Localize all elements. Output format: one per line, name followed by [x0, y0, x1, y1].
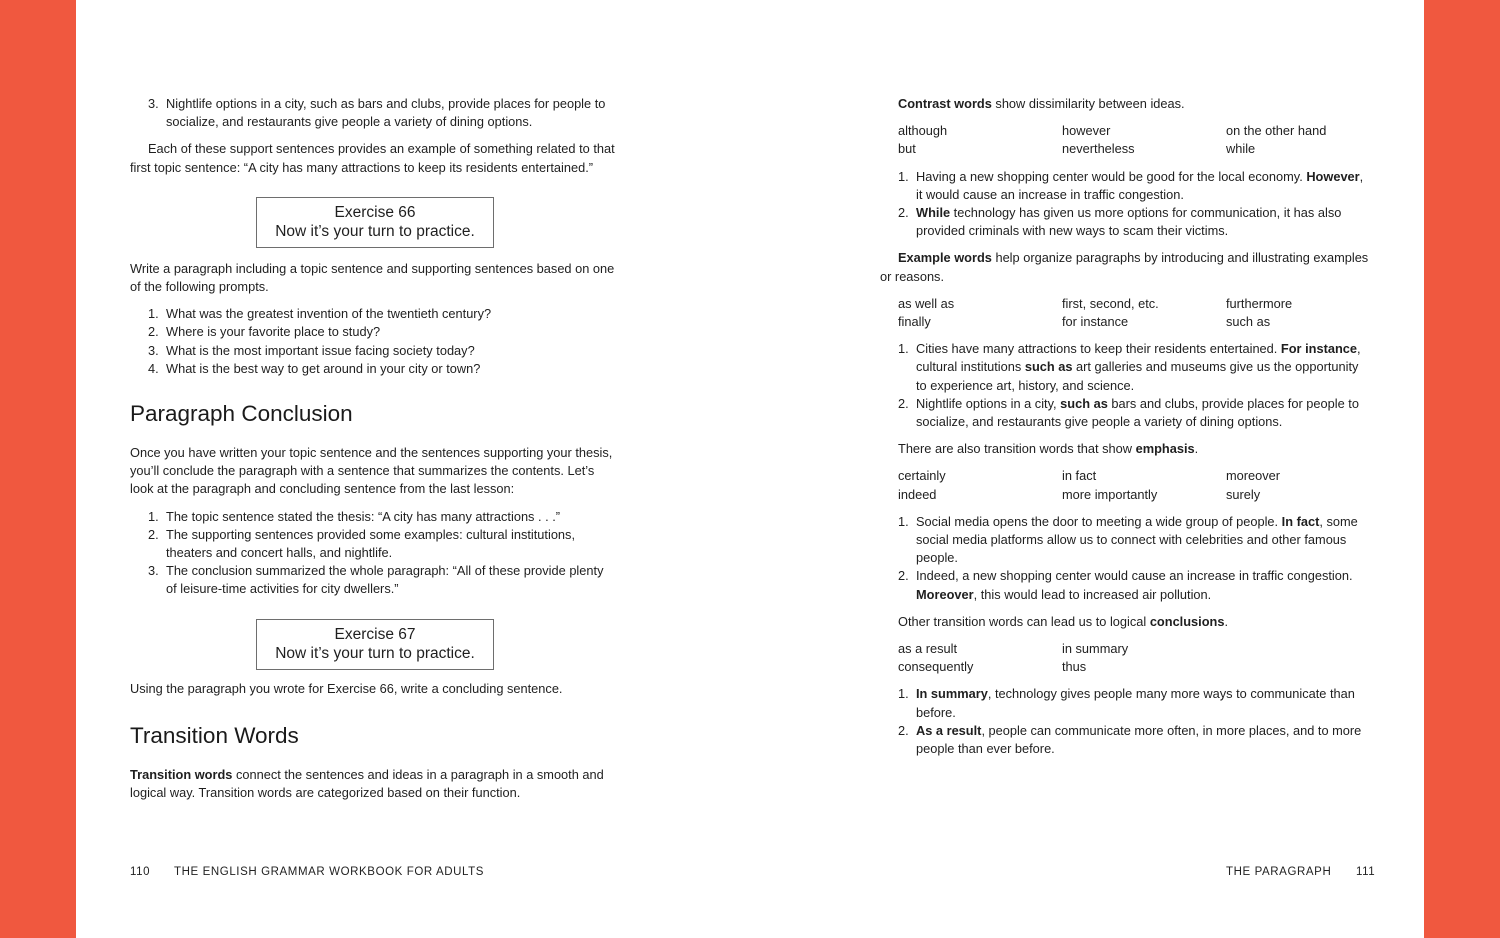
support-list	[130, 95, 615, 131]
right-page-number: 111	[1356, 866, 1376, 878]
list-item: 2. Nightlife options in a city, such as bars and clubs, provide places for people to socialize, and restaurants give people a variety of dining options.	[898, 395, 1359, 430]
word: more importantly	[1062, 486, 1158, 502]
word	[1226, 658, 1376, 676]
support-paragraph: Each of these support sentences provides an example of something related to that first topic sentence: “A city has many attractions to keep its residents entertained.”	[130, 141, 615, 175]
list-item: 3. What is the most important issue facing society today?	[148, 342, 475, 358]
word: moreover	[1226, 468, 1281, 484]
example-word-grid	[898, 295, 1370, 331]
contrast-word-grid	[898, 122, 1370, 158]
word: in fact	[1062, 468, 1097, 484]
exercise-67-instruction: Using the paragraph you wrote for Exercise 66, write a concluding sentence.	[130, 680, 563, 696]
word: furthermore	[1226, 295, 1293, 311]
left-page-edge	[0, 0, 76, 938]
exercise-67-box	[256, 619, 494, 670]
list-item: 1. Social media opens the door to meeting a wide group of people. In fact, some social media platforms allow us to connect with celebrities and other famous people.	[898, 513, 1358, 566]
word: as well as	[898, 295, 955, 311]
conclusion-examples	[880, 685, 1370, 758]
word: nevertheless	[1062, 141, 1135, 157]
word: for instance	[1062, 314, 1129, 330]
right-page-edge	[1424, 0, 1500, 938]
list-item: 2. Where is your favorite place to study?	[148, 324, 381, 340]
list-item: 2. While technology has given us more options for communication, it has also provided criminals with new ways to scam their victims.	[898, 205, 1342, 239]
exercise-66-subtitle: Now it’s your turn to practice.	[275, 222, 475, 240]
list-item: 1. Cities have many attractions to keep their residents entertained. For instance, cultural institutions such as art galleries and museums give us the opportunity to experience art, history, and science.	[898, 341, 1361, 393]
exercise-67-title: Exercise 67	[334, 625, 416, 643]
right-page	[880, 95, 1370, 758]
conclusion-paragraph: Once you have written your topic sentence and the sentences supporting your thesis, you’ll conclude the paragraph with a sentence that summarizes the contents. Let’s look at the paragraph and concluding sentence from the last lesson:	[130, 445, 613, 497]
exercise-66-box	[256, 197, 494, 248]
list-item: 2. The supporting sentences provided some examples: cultural institutions, theaters and concert halls, and nightlife.	[148, 526, 576, 561]
word: however	[1062, 123, 1111, 139]
left-running-title: THE ENGLISH GRAMMAR WORKBOOK FOR ADULTS	[174, 866, 485, 878]
exercise-67-subtitle: Now it’s your turn to practice.	[275, 644, 475, 662]
prompt-paragraph: Write a paragraph including a topic sentence and supporting sentences based on one of the following prompts.	[130, 260, 615, 295]
word: certainly	[898, 468, 946, 484]
list-item: 2. As a result, people can communicate more often, in more places, and to more people than ever before.	[898, 722, 1362, 757]
right-running-title: THE PARAGRAPH	[1226, 866, 1332, 878]
list-item: 4. What is the best way to get around in your city or town?	[148, 360, 481, 376]
example-intro: Example words help organize paragraphs by introducing and illustrating examples or reasons.	[880, 250, 1369, 284]
example-examples	[880, 340, 1370, 431]
word: finally	[898, 314, 931, 330]
conclusion-list	[130, 508, 615, 599]
exercise-66-title: Exercise 66	[334, 203, 416, 221]
word: thus	[1062, 659, 1087, 675]
contrast-examples	[880, 168, 1370, 241]
word: as a result	[898, 641, 958, 657]
list-item: 3. Nightlife options in a city, such as bars and clubs, provide places for people to socialize, and restaurants give people a variety of dining options.	[148, 96, 606, 130]
list-item: 3. The conclusion summarized the whole paragraph: “All of these provide plenty of leisure-time activities for city dwellers.”	[148, 563, 604, 597]
list-item: 2. Indeed, a new shopping center would cause an increase in traffic congestion. Moreover, this would lead to increased air pollution.	[898, 568, 1353, 602]
word: but	[898, 141, 916, 157]
left-page-number: 110	[130, 866, 151, 878]
emphasis-intro: There are also transition words that show emphasis.	[898, 441, 1199, 457]
left-page	[130, 95, 615, 802]
word: first, second, etc.	[1062, 295, 1159, 311]
list-item: 1. Having a new shopping center would be good for the local economy. However, it would cause an increase in traffic congestion.	[898, 168, 1364, 202]
transition-paragraph: Transition words connect the sentences and ideas in a paragraph in a smooth and logical way. Transition words are categorized based on their function.	[130, 766, 604, 801]
contrast-intro: Contrast words show dissimilarity between ideas.	[898, 96, 1185, 111]
heading-paragraph-conclusion: Paragraph Conclusion	[130, 401, 353, 427]
word: indeed	[898, 486, 937, 502]
word	[1226, 640, 1376, 658]
word: on the other hand	[1226, 123, 1327, 139]
emphasis-examples	[880, 513, 1370, 604]
conclusions-intro: Other transition words can lead us to logical conclusions.	[898, 613, 1229, 629]
word: surely	[1226, 486, 1261, 502]
prompt-list	[130, 305, 615, 378]
word: while	[1226, 141, 1256, 157]
word: in summary	[1062, 641, 1129, 657]
word: such as	[1226, 314, 1271, 330]
list-item: 1. What was the greatest invention of the twentieth century?	[148, 306, 492, 322]
word: consequently	[898, 659, 974, 675]
word: although	[898, 123, 948, 139]
heading-transition-words: Transition Words	[130, 722, 299, 748]
list-item: 1. In summary, technology gives people many more ways to communicate than before.	[898, 686, 1355, 720]
conclusion-word-grid	[898, 640, 1370, 676]
list-item: 1. The topic sentence stated the thesis: “A city has many attractions . . .”	[148, 508, 561, 524]
emphasis-word-grid	[898, 467, 1370, 503]
